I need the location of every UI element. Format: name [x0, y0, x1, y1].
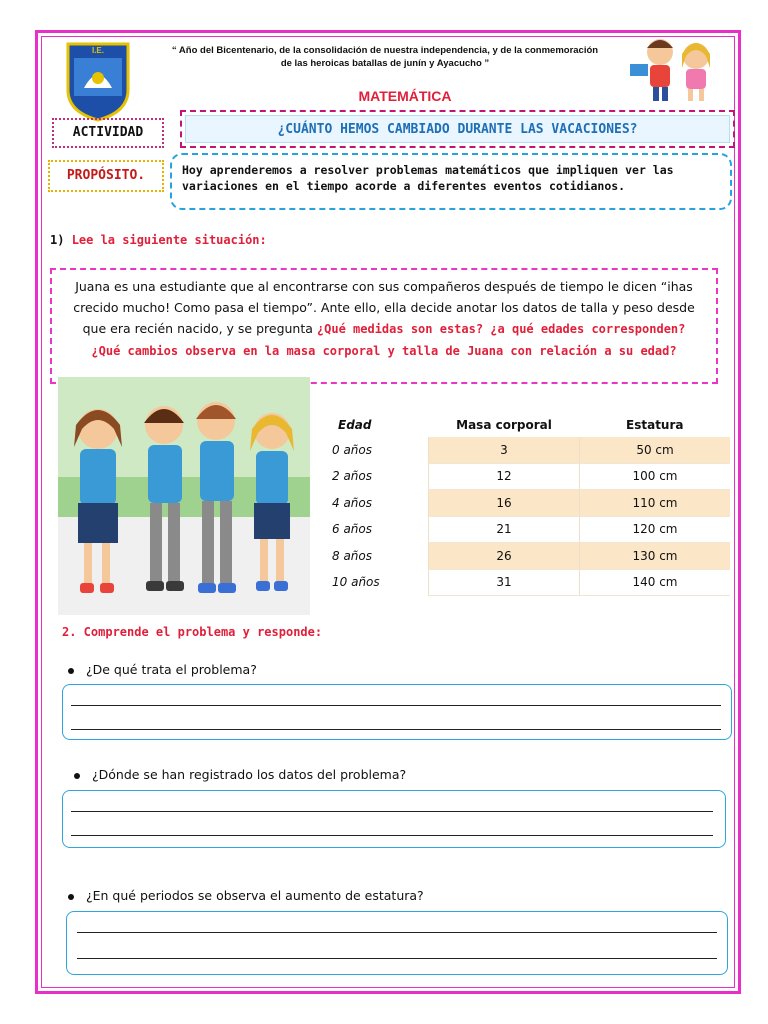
section-2-heading: 2. Comprende el problema y responde:	[62, 625, 323, 639]
question-3	[68, 888, 424, 903]
question-2-text: ¿Dónde se han registrado los datos del problema?	[92, 767, 407, 782]
cell-height: 120 cm	[580, 516, 731, 543]
activity-title-box	[180, 110, 735, 148]
section-1-title: Lee la siguiente situación:	[71, 233, 267, 247]
cell-mass: 26	[429, 543, 580, 570]
cell-height: 100 cm	[580, 463, 731, 490]
section-1-heading	[50, 233, 267, 247]
students-illustration	[58, 377, 310, 615]
situation-text: Juana es una estudiante que al encontrarse con sus compañeros después de tiempo le dicen “ihas crecido mucho! Como pasa el tiempo”. Ante ello, ella decide anotar los datos de talla y peso desde que era recién nacido, y se pregunta	[73, 279, 695, 336]
cell-mass: 12	[429, 463, 580, 490]
cell-mass: 16	[429, 490, 580, 517]
situation-question: ¿Qué medidas son estas? ¿a qué edades corresponden? ¿Qué cambios observa en la masa corporal y talla de Juana con relación a su edad?	[91, 322, 686, 358]
answer-box-3[interactable]	[66, 911, 728, 975]
svg-text:I.E.: I.E.	[91, 46, 105, 55]
answer-line	[77, 932, 717, 933]
answer-box-1[interactable]	[62, 684, 732, 740]
cell-age: 4 años	[332, 495, 373, 510]
table-row	[318, 463, 730, 490]
cell-age: 2 años	[332, 469, 373, 484]
cell-height: 110 cm	[580, 490, 731, 517]
kids-illustration	[622, 34, 730, 104]
cell-age: 10 años	[332, 575, 380, 590]
cell-height: 130 cm	[580, 543, 731, 570]
cell-age: 8 años	[332, 548, 373, 563]
answer-line	[71, 811, 713, 812]
situation-box	[50, 268, 718, 384]
section-1-number: 1)	[50, 233, 65, 247]
cell-age: 0 años	[332, 443, 373, 457]
table-header-row	[318, 412, 730, 437]
cell-height: 50 cm	[580, 437, 731, 463]
bullet-icon	[68, 668, 74, 674]
header-edad: Edad	[338, 417, 372, 432]
question-3-text: ¿En qué periodos se observa el aumento de estatura?	[86, 888, 424, 903]
motto-line-1: “ Año del Bicentenario, de la consolidación de nuestra independencia, y de la conmemoración	[171, 45, 599, 56]
answer-box-2[interactable]	[62, 790, 726, 848]
cell-mass: 21	[429, 516, 580, 543]
table-row	[318, 569, 730, 596]
header-masa: Masa corporal	[456, 417, 552, 432]
table-row	[318, 490, 730, 517]
table-row	[318, 437, 730, 463]
cell-age: 6 años	[332, 522, 373, 537]
motto-line-2: de las heroicas batallas de junín y Ayacucho ”	[280, 58, 490, 69]
table-row	[318, 516, 730, 543]
activity-title: ¿CUÁNTO HEMOS CAMBIADO DURANTE LAS VACACIONES?	[185, 115, 730, 143]
cell-mass: 31	[429, 569, 580, 596]
question-2	[74, 767, 406, 782]
bullet-icon	[74, 773, 80, 779]
proposito-label: PROPÓSITO.	[48, 160, 164, 192]
answer-line	[71, 705, 721, 706]
purpose-text: Hoy aprenderemos a resolver problemas matemáticos que impliquen ver las variaciones en el tiempo acorde a diferentes eventos cotidianos.	[170, 153, 732, 210]
growth-table	[318, 412, 730, 596]
question-1-text: ¿De qué trata el problema?	[86, 662, 257, 677]
cell-mass: 3	[429, 437, 580, 463]
header-estatura: Estatura	[626, 417, 684, 432]
subject-title: MATEMÁTICA	[358, 88, 452, 104]
question-1	[68, 662, 257, 677]
actividad-label: ACTIVIDAD	[52, 118, 164, 148]
motto	[150, 44, 620, 70]
bullet-icon	[68, 894, 74, 900]
cell-height: 140 cm	[580, 569, 731, 596]
answer-line	[77, 958, 717, 959]
answer-line	[71, 835, 713, 836]
answer-line	[71, 729, 721, 730]
table-row	[318, 543, 730, 570]
school-badge	[64, 40, 132, 122]
